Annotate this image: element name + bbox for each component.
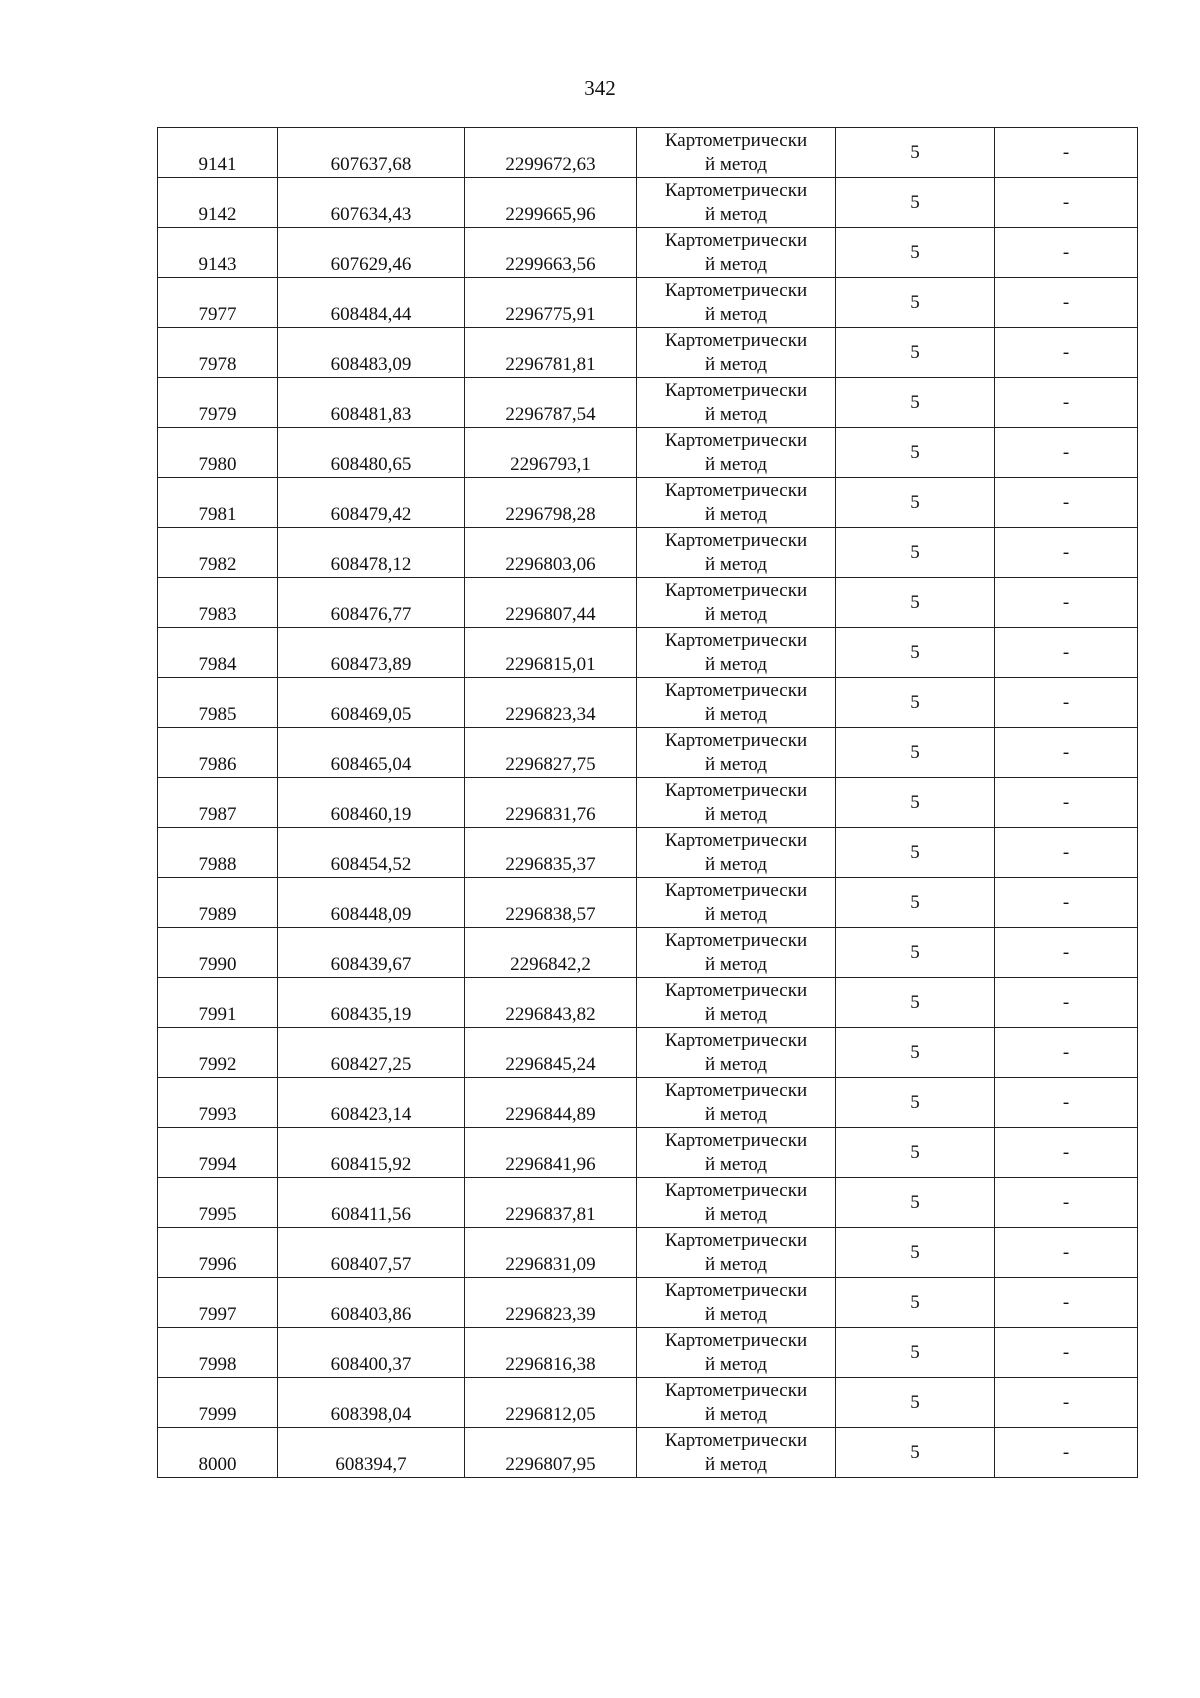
y-coordinate-cell: 2296831,09: [465, 1228, 637, 1278]
method-cell: [637, 878, 836, 928]
x-coordinate-cell: 608483,09: [278, 328, 465, 378]
method-line-1: Картометрически: [664, 829, 808, 851]
point-number-cell: 7991: [158, 978, 278, 1028]
method-line-2: й метод: [704, 653, 768, 675]
table-row: [158, 1278, 1138, 1328]
point-number-cell: 9142: [158, 178, 278, 228]
x-coordinate-cell: 608439,67: [278, 928, 465, 978]
method-line-1: Картометрически: [664, 1229, 808, 1251]
accuracy-cell: 5: [836, 1378, 995, 1428]
method-cell: [637, 1378, 836, 1428]
accuracy-cell: 5: [836, 778, 995, 828]
point-number-cell: 7994: [158, 1128, 278, 1178]
table-row: [158, 478, 1138, 528]
method-cell: [637, 478, 836, 528]
y-coordinate-cell: 2296844,89: [465, 1078, 637, 1128]
accuracy-cell: 5: [836, 628, 995, 678]
method-cell: [637, 428, 836, 478]
table-row: [158, 1378, 1138, 1428]
x-coordinate-cell: 608400,37: [278, 1328, 465, 1378]
accuracy-cell: 5: [836, 528, 995, 578]
accuracy-cell: 5: [836, 328, 995, 378]
method-line-2: й метод: [704, 753, 768, 775]
y-coordinate-cell: 2296803,06: [465, 528, 637, 578]
description-cell: -: [995, 1228, 1138, 1278]
point-number-cell: 7980: [158, 428, 278, 478]
x-coordinate-cell: 608480,65: [278, 428, 465, 478]
method-cell: [637, 678, 836, 728]
method-cell: [637, 378, 836, 428]
description-cell: -: [995, 178, 1138, 228]
method-line-1: Картометрически: [664, 1379, 808, 1401]
method-cell: [637, 528, 836, 578]
accuracy-cell: 5: [836, 428, 995, 478]
y-coordinate-cell: 2296823,39: [465, 1278, 637, 1328]
y-coordinate-cell: 2296837,81: [465, 1178, 637, 1228]
method-cell: [637, 578, 836, 628]
method-cell: [637, 1078, 836, 1128]
description-cell: -: [995, 1328, 1138, 1378]
accuracy-cell: 5: [836, 128, 995, 178]
table-row: [158, 928, 1138, 978]
point-number-cell: 7983: [158, 578, 278, 628]
point-number-cell: 7981: [158, 478, 278, 528]
method-line-2: й метод: [704, 1053, 768, 1075]
x-coordinate-cell: 608469,05: [278, 678, 465, 728]
method-line-2: й метод: [704, 1203, 768, 1225]
table-row: [158, 178, 1138, 228]
point-number-cell: 7995: [158, 1178, 278, 1228]
method-cell: [637, 1328, 836, 1378]
method-cell: [637, 278, 836, 328]
x-coordinate-cell: 608394,7: [278, 1428, 465, 1478]
accuracy-cell: 5: [836, 728, 995, 778]
accuracy-cell: 5: [836, 678, 995, 728]
accuracy-cell: 5: [836, 228, 995, 278]
point-number-cell: 7990: [158, 928, 278, 978]
accuracy-cell: 5: [836, 878, 995, 928]
coordinates-table-body: [158, 128, 1138, 1478]
description-cell: -: [995, 528, 1138, 578]
method-line-2: й метод: [704, 453, 768, 475]
page-number: 342: [584, 76, 616, 100]
x-coordinate-cell: 607629,46: [278, 228, 465, 278]
coordinates-table: [157, 127, 1138, 1478]
method-line-2: й метод: [704, 803, 768, 825]
table-row: [158, 878, 1138, 928]
table-row: [158, 778, 1138, 828]
description-cell: -: [995, 878, 1138, 928]
point-number-cell: 7982: [158, 528, 278, 578]
method-line-2: й метод: [704, 203, 768, 225]
method-line-1: Картометрически: [664, 1429, 808, 1451]
accuracy-cell: 5: [836, 1428, 995, 1478]
table-row: [158, 1228, 1138, 1278]
method-cell: [637, 1128, 836, 1178]
y-coordinate-cell: 2296816,38: [465, 1328, 637, 1378]
x-coordinate-cell: 608398,04: [278, 1378, 465, 1428]
point-number-cell: 9143: [158, 228, 278, 278]
method-line-1: Картометрически: [664, 1129, 808, 1151]
table-row: [158, 228, 1138, 278]
method-line-2: й метод: [704, 1403, 768, 1425]
description-cell: -: [995, 978, 1138, 1028]
description-cell: -: [995, 278, 1138, 328]
y-coordinate-cell: 2296787,54: [465, 378, 637, 428]
point-number-cell: 7986: [158, 728, 278, 778]
description-cell: -: [995, 478, 1138, 528]
description-cell: -: [995, 1378, 1138, 1428]
point-number-cell: 8000: [158, 1428, 278, 1478]
method-cell: [637, 1178, 836, 1228]
method-line-1: Картометрически: [664, 1079, 808, 1101]
y-coordinate-cell: 2296781,81: [465, 328, 637, 378]
point-number-cell: 7979: [158, 378, 278, 428]
point-number-cell: 7984: [158, 628, 278, 678]
method-line-1: Картометрически: [664, 379, 808, 401]
method-line-2: й метод: [704, 853, 768, 875]
method-line-2: й метод: [704, 503, 768, 525]
accuracy-cell: 5: [836, 1128, 995, 1178]
y-coordinate-cell: 2296842,2: [465, 928, 637, 978]
method-cell: [637, 328, 836, 378]
method-line-2: й метод: [704, 703, 768, 725]
method-line-1: Картометрически: [664, 429, 808, 451]
accuracy-cell: 5: [836, 928, 995, 978]
x-coordinate-cell: 608460,19: [278, 778, 465, 828]
method-line-1: Картометрически: [664, 979, 808, 1001]
method-cell: [637, 1428, 836, 1478]
method-line-2: й метод: [704, 1353, 768, 1375]
description-cell: -: [995, 378, 1138, 428]
accuracy-cell: 5: [836, 378, 995, 428]
y-coordinate-cell: 2296798,28: [465, 478, 637, 528]
accuracy-cell: 5: [836, 278, 995, 328]
description-cell: -: [995, 1428, 1138, 1478]
point-number-cell: 7996: [158, 1228, 278, 1278]
method-line-1: Картометрически: [664, 129, 808, 151]
description-cell: -: [995, 428, 1138, 478]
description-cell: -: [995, 828, 1138, 878]
description-cell: -: [995, 578, 1138, 628]
method-line-2: й метод: [704, 903, 768, 925]
description-cell: -: [995, 1028, 1138, 1078]
method-cell: [637, 128, 836, 178]
method-line-1: Картометрически: [664, 479, 808, 501]
point-number-cell: 7985: [158, 678, 278, 728]
description-cell: -: [995, 678, 1138, 728]
description-cell: -: [995, 128, 1138, 178]
y-coordinate-cell: 2296823,34: [465, 678, 637, 728]
method-line-2: й метод: [704, 1453, 768, 1475]
y-coordinate-cell: 2296843,82: [465, 978, 637, 1028]
method-line-1: Картометрически: [664, 229, 808, 251]
method-line-2: й метод: [704, 403, 768, 425]
description-cell: -: [995, 328, 1138, 378]
accuracy-cell: 5: [836, 1328, 995, 1378]
description-cell: -: [995, 628, 1138, 678]
method-cell: [637, 728, 836, 778]
method-line-1: Картометрически: [664, 329, 808, 351]
point-number-cell: 9141: [158, 128, 278, 178]
x-coordinate-cell: 607637,68: [278, 128, 465, 178]
y-coordinate-cell: 2296812,05: [465, 1378, 637, 1428]
method-line-1: Картометрически: [664, 179, 808, 201]
y-coordinate-cell: 2299663,56: [465, 228, 637, 278]
description-cell: -: [995, 728, 1138, 778]
description-cell: -: [995, 1128, 1138, 1178]
description-cell: -: [995, 228, 1138, 278]
method-line-1: Картометрически: [664, 629, 808, 651]
method-cell: [637, 178, 836, 228]
method-line-1: Картометрически: [664, 579, 808, 601]
x-coordinate-cell: 608448,09: [278, 878, 465, 928]
y-coordinate-cell: 2299672,63: [465, 128, 637, 178]
x-coordinate-cell: 608435,19: [278, 978, 465, 1028]
table-row: [158, 1428, 1138, 1478]
x-coordinate-cell: 608476,77: [278, 578, 465, 628]
point-number-cell: 7992: [158, 1028, 278, 1078]
description-cell: -: [995, 1078, 1138, 1128]
table-row: [158, 828, 1138, 878]
method-line-2: й метод: [704, 353, 768, 375]
x-coordinate-cell: 607634,43: [278, 178, 465, 228]
point-number-cell: 7993: [158, 1078, 278, 1128]
y-coordinate-cell: 2296827,75: [465, 728, 637, 778]
y-coordinate-cell: 2296793,1: [465, 428, 637, 478]
table-row: [158, 278, 1138, 328]
method-line-1: Картометрически: [664, 1179, 808, 1201]
method-line-2: й метод: [704, 953, 768, 975]
table-row: [158, 1028, 1138, 1078]
point-number-cell: 7989: [158, 878, 278, 928]
accuracy-cell: 5: [836, 578, 995, 628]
table-row: [158, 678, 1138, 728]
method-line-2: й метод: [704, 1103, 768, 1125]
x-coordinate-cell: 608403,86: [278, 1278, 465, 1328]
point-number-cell: 7997: [158, 1278, 278, 1328]
x-coordinate-cell: 608479,42: [278, 478, 465, 528]
point-number-cell: 7978: [158, 328, 278, 378]
method-line-2: й метод: [704, 1003, 768, 1025]
description-cell: -: [995, 778, 1138, 828]
accuracy-cell: 5: [836, 1278, 995, 1328]
x-coordinate-cell: 608478,12: [278, 528, 465, 578]
method-line-1: Картометрически: [664, 729, 808, 751]
table-row: [158, 728, 1138, 778]
method-cell: [637, 628, 836, 678]
method-line-2: й метод: [704, 1303, 768, 1325]
method-cell: [637, 228, 836, 278]
table-row: [158, 1328, 1138, 1378]
x-coordinate-cell: 608423,14: [278, 1078, 465, 1128]
method-line-2: й метод: [704, 303, 768, 325]
y-coordinate-cell: 2299665,96: [465, 178, 637, 228]
table-row: [158, 1178, 1138, 1228]
method-line-1: Картометрически: [664, 1029, 808, 1051]
y-coordinate-cell: 2296807,44: [465, 578, 637, 628]
y-coordinate-cell: 2296815,01: [465, 628, 637, 678]
x-coordinate-cell: 608465,04: [278, 728, 465, 778]
x-coordinate-cell: 608481,83: [278, 378, 465, 428]
point-number-cell: 7998: [158, 1328, 278, 1378]
method-cell: [637, 1028, 836, 1078]
method-line-2: й метод: [704, 153, 768, 175]
method-line-1: Картометрически: [664, 879, 808, 901]
y-coordinate-cell: 2296835,37: [465, 828, 637, 878]
table-row: [158, 1128, 1138, 1178]
accuracy-cell: 5: [836, 478, 995, 528]
x-coordinate-cell: 608415,92: [278, 1128, 465, 1178]
method-line-1: Картометрически: [664, 929, 808, 951]
table-row: [158, 578, 1138, 628]
method-line-2: й метод: [704, 1153, 768, 1175]
y-coordinate-cell: 2296841,96: [465, 1128, 637, 1178]
x-coordinate-cell: 608411,56: [278, 1178, 465, 1228]
method-line-1: Картометрически: [664, 679, 808, 701]
x-coordinate-cell: 608427,25: [278, 1028, 465, 1078]
table-row: [158, 528, 1138, 578]
table-row: [158, 628, 1138, 678]
method-line-1: Картометрически: [664, 1329, 808, 1351]
method-line-2: й метод: [704, 553, 768, 575]
y-coordinate-cell: 2296838,57: [465, 878, 637, 928]
x-coordinate-cell: 608473,89: [278, 628, 465, 678]
method-cell: [637, 1278, 836, 1328]
description-cell: -: [995, 928, 1138, 978]
description-cell: -: [995, 1178, 1138, 1228]
method-line-2: й метод: [704, 1253, 768, 1275]
accuracy-cell: 5: [836, 828, 995, 878]
point-number-cell: 7987: [158, 778, 278, 828]
y-coordinate-cell: 2296831,76: [465, 778, 637, 828]
accuracy-cell: 5: [836, 178, 995, 228]
method-cell: [637, 778, 836, 828]
method-line-1: Картометрически: [664, 779, 808, 801]
accuracy-cell: 5: [836, 978, 995, 1028]
point-number-cell: 7988: [158, 828, 278, 878]
method-line-1: Картометрически: [664, 279, 808, 301]
method-line-1: Картометрически: [664, 529, 808, 551]
point-number-cell: 7999: [158, 1378, 278, 1428]
table-row: [158, 978, 1138, 1028]
accuracy-cell: 5: [836, 1178, 995, 1228]
y-coordinate-cell: 2296775,91: [465, 278, 637, 328]
table-row: [158, 1078, 1138, 1128]
method-cell: [637, 1228, 836, 1278]
method-cell: [637, 978, 836, 1028]
x-coordinate-cell: 608484,44: [278, 278, 465, 328]
accuracy-cell: 5: [836, 1078, 995, 1128]
method-line-1: Картометрически: [664, 1279, 808, 1301]
y-coordinate-cell: 2296807,95: [465, 1428, 637, 1478]
accuracy-cell: 5: [836, 1228, 995, 1278]
table-row: [158, 328, 1138, 378]
description-cell: -: [995, 1278, 1138, 1328]
method-cell: [637, 928, 836, 978]
point-number-cell: 7977: [158, 278, 278, 328]
table-row: [158, 128, 1138, 178]
x-coordinate-cell: 608407,57: [278, 1228, 465, 1278]
method-cell: [637, 828, 836, 878]
method-line-2: й метод: [704, 603, 768, 625]
accuracy-cell: 5: [836, 1028, 995, 1078]
method-line-2: й метод: [704, 253, 768, 275]
table-row: [158, 378, 1138, 428]
table-row: [158, 428, 1138, 478]
x-coordinate-cell: 608454,52: [278, 828, 465, 878]
y-coordinate-cell: 2296845,24: [465, 1028, 637, 1078]
